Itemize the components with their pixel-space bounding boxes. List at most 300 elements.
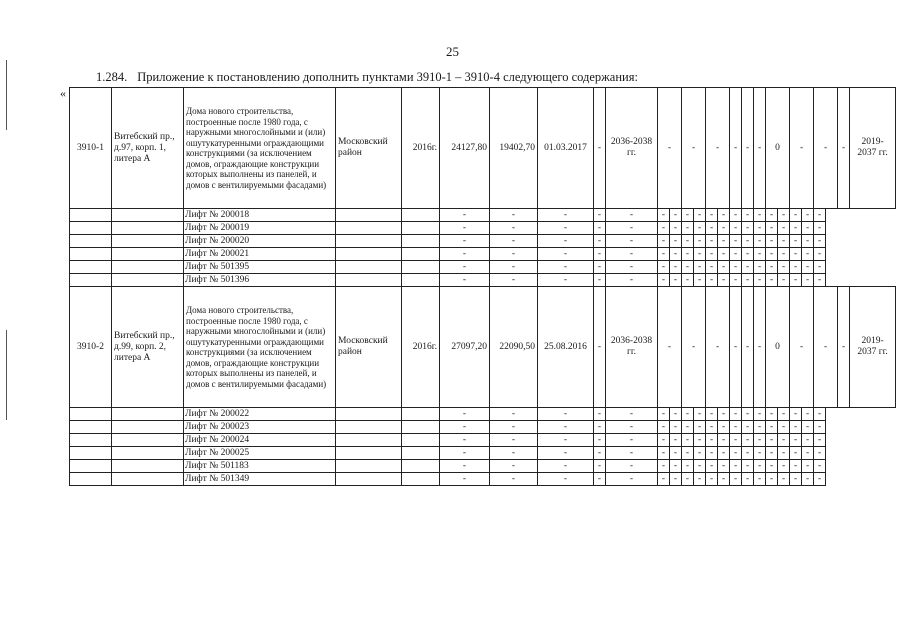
lift-cell: - (790, 261, 802, 274)
lift-cell: - (706, 408, 718, 421)
lift-cell: - (694, 235, 706, 248)
entry-period-2: 2019-2037 гг. (850, 88, 896, 209)
lift-cell: - (778, 408, 790, 421)
lift-cell-empty (112, 274, 184, 287)
lift-cell-empty (402, 408, 440, 421)
lift-cell: - (594, 434, 606, 447)
lift-row (70, 274, 896, 287)
lift-cell: - (694, 460, 706, 473)
lift-cell: - (670, 261, 682, 274)
lift-cell: - (778, 209, 790, 222)
entry-description: Дома нового строительства, построенные после 1980 года, с наружными многослойными и (или) ошутукатуренными ограждающими конструкциями (за исключением домов, ограждающие конструкции которых выполнены из панелей, и домов с вентилируемыми фасадами) (184, 88, 336, 209)
lift-cell: - (754, 473, 766, 486)
lift-cell: - (490, 274, 538, 287)
lift-cell: - (694, 473, 706, 486)
entry-address: Витебский пр., д.97, корп. 1, литера А (112, 88, 184, 209)
lift-cell: - (682, 434, 694, 447)
lift-cell: - (658, 261, 670, 274)
lift-cell: - (490, 209, 538, 222)
lift-row (70, 460, 896, 473)
lift-cell: - (490, 222, 538, 235)
lift-cell: - (658, 408, 670, 421)
lift-cell: - (594, 235, 606, 248)
lift-cell-empty (402, 434, 440, 447)
entry-date: 01.03.2017 (538, 88, 594, 209)
lift-cell: - (730, 209, 742, 222)
lift-cell-empty (402, 473, 440, 486)
lift-cell: - (742, 447, 754, 460)
lift-cell-empty (402, 261, 440, 274)
lift-cell: - (682, 274, 694, 287)
lift-cell: - (670, 473, 682, 486)
entry-description: Дома нового строительства, построенные после 1980 года, с наружными многослойными и (или) ошутукатуренными ограждающими конструкциями (за исключением домов, ограждающие конструкции которых выполнены из панелей, и домов с вентилируемыми фасадами) (184, 287, 336, 408)
lift-cell: - (742, 235, 754, 248)
lift-name: Лифт № 200024 (184, 434, 336, 447)
heading-number: 1.284. (96, 70, 128, 84)
lift-cell-empty (402, 421, 440, 434)
lift-cell: - (802, 274, 814, 287)
lift-cell: - (706, 222, 718, 235)
lift-cell: - (490, 473, 538, 486)
lift-cell: - (814, 248, 826, 261)
lift-cell: - (766, 235, 778, 248)
entry-date: 25.08.2016 (538, 287, 594, 408)
lift-row (70, 473, 896, 486)
lift-cell: - (814, 261, 826, 274)
lift-cell: - (606, 473, 658, 486)
lift-cell: - (790, 274, 802, 287)
entry-mark: - (730, 287, 742, 408)
lift-cell: - (742, 434, 754, 447)
lift-cell: - (538, 421, 594, 434)
lift-cell: - (538, 274, 594, 287)
lift-cell: - (706, 248, 718, 261)
lift-cell: - (766, 274, 778, 287)
lift-cell: - (802, 447, 814, 460)
lift-cell-empty (112, 248, 184, 261)
entry-mark: - (754, 88, 766, 209)
lift-cell: - (658, 421, 670, 434)
lift-cell: - (778, 235, 790, 248)
lift-cell-empty (336, 421, 402, 434)
lift-cell: - (706, 434, 718, 447)
entry-district: Московский район (336, 88, 402, 209)
entry-dash: - (594, 88, 606, 209)
lift-cell: - (670, 248, 682, 261)
lift-cell-empty (112, 408, 184, 421)
entry-year: 2016г. (402, 287, 440, 408)
lift-cell: - (440, 460, 490, 473)
lift-cell: - (670, 421, 682, 434)
lift-cell-empty (402, 209, 440, 222)
lift-cell: - (766, 248, 778, 261)
lift-cell-empty (70, 473, 112, 486)
lift-cell: - (730, 408, 742, 421)
lift-cell: - (440, 274, 490, 287)
lift-cell: - (802, 222, 814, 235)
entry-mark: - (838, 88, 850, 209)
lift-cell-empty (70, 209, 112, 222)
entry-area-living: 22090,50 (490, 287, 538, 408)
lift-name: Лифт № 200019 (184, 222, 336, 235)
lift-cell: - (802, 421, 814, 434)
lift-cell-empty (336, 261, 402, 274)
entry-area-total: 27097,20 (440, 287, 490, 408)
lift-cell: - (742, 421, 754, 434)
lift-cell: - (706, 460, 718, 473)
lift-cell: - (606, 447, 658, 460)
entry-mark: - (682, 287, 706, 408)
lift-cell-empty (112, 261, 184, 274)
lift-cell: - (670, 447, 682, 460)
lift-cell: - (730, 460, 742, 473)
lift-cell-empty (112, 460, 184, 473)
entry-number: 3910-1 (70, 88, 112, 209)
lift-cell: - (790, 421, 802, 434)
lift-cell: - (754, 235, 766, 248)
entry-year: 2016г. (402, 88, 440, 209)
lift-cell: - (670, 274, 682, 287)
lift-name: Лифт № 200021 (184, 248, 336, 261)
lift-cell-empty (70, 222, 112, 235)
lift-cell: - (682, 447, 694, 460)
lift-cell-empty (402, 248, 440, 261)
lift-cell: - (658, 274, 670, 287)
lift-cell: - (658, 460, 670, 473)
lift-cell: - (694, 421, 706, 434)
lift-cell: - (718, 235, 730, 248)
lift-name: Лифт № 501183 (184, 460, 336, 473)
lift-cell: - (670, 222, 682, 235)
lift-cell: - (814, 222, 826, 235)
lift-cell: - (754, 434, 766, 447)
entry-number: 3910-2 (70, 287, 112, 408)
lift-cell: - (694, 434, 706, 447)
lift-cell: - (730, 421, 742, 434)
lift-name: Лифт № 501395 (184, 261, 336, 274)
lift-cell: - (606, 460, 658, 473)
lift-cell-empty (70, 447, 112, 460)
lift-cell-empty (70, 460, 112, 473)
lift-cell: - (706, 209, 718, 222)
lift-cell: - (790, 447, 802, 460)
lift-cell: - (538, 447, 594, 460)
entry-period-2: 2019-2037 гг. (850, 287, 896, 408)
lift-cell: - (538, 248, 594, 261)
lift-cell: - (694, 209, 706, 222)
lift-name: Лифт № 200023 (184, 421, 336, 434)
lift-cell: - (594, 209, 606, 222)
lift-cell-empty (336, 447, 402, 460)
lift-cell: - (730, 235, 742, 248)
lift-cell: - (658, 222, 670, 235)
lift-cell: - (706, 274, 718, 287)
lift-cell-empty (112, 235, 184, 248)
lift-cell: - (658, 447, 670, 460)
lift-cell-empty (70, 408, 112, 421)
entry-address: Витебский пр., д.99, корп. 2, литера А (112, 287, 184, 408)
lift-cell: - (754, 222, 766, 235)
entry-mark: - (706, 88, 730, 209)
page-number: 25 (446, 44, 459, 59)
lift-row (70, 248, 896, 261)
lift-cell: - (802, 473, 814, 486)
lift-cell: - (606, 248, 658, 261)
entry-mark: - (682, 88, 706, 209)
lift-cell: - (802, 261, 814, 274)
lift-cell-empty (70, 421, 112, 434)
lift-cell: - (440, 222, 490, 235)
lift-cell: - (766, 421, 778, 434)
lift-cell: - (440, 447, 490, 460)
lift-cell-empty (336, 248, 402, 261)
lift-cell: - (694, 408, 706, 421)
lift-row (70, 209, 896, 222)
lift-cell: - (718, 274, 730, 287)
lift-cell: - (718, 447, 730, 460)
lift-cell: - (766, 261, 778, 274)
lift-name: Лифт № 501396 (184, 274, 336, 287)
lift-row (70, 447, 896, 460)
lift-cell: - (778, 222, 790, 235)
lift-cell: - (606, 434, 658, 447)
entry-mark: - (658, 287, 682, 408)
lift-cell: - (694, 248, 706, 261)
lift-cell: - (538, 235, 594, 248)
lift-cell-empty (112, 209, 184, 222)
lift-cell: - (730, 447, 742, 460)
lift-cell: - (670, 209, 682, 222)
entry-mark: 0 (766, 287, 790, 408)
lift-cell-empty (336, 408, 402, 421)
lift-cell-empty (402, 460, 440, 473)
lift-cell: - (754, 209, 766, 222)
lift-cell: - (790, 460, 802, 473)
lift-cell: - (814, 460, 826, 473)
lift-row (70, 222, 896, 235)
lift-cell: - (766, 222, 778, 235)
lift-cell: - (742, 248, 754, 261)
lift-row (70, 421, 896, 434)
lift-cell-empty (402, 274, 440, 287)
lift-cell-empty (112, 421, 184, 434)
lift-cell: - (594, 248, 606, 261)
lift-cell: - (670, 434, 682, 447)
entry-mark: - (730, 88, 742, 209)
lift-cell: - (490, 248, 538, 261)
lift-cell-empty (70, 434, 112, 447)
section-heading (96, 70, 638, 85)
lift-cell: - (682, 248, 694, 261)
lift-name: Лифт № 200022 (184, 408, 336, 421)
lift-cell: - (594, 408, 606, 421)
lift-cell: - (742, 408, 754, 421)
lift-cell-empty (70, 235, 112, 248)
lift-cell: - (658, 209, 670, 222)
lift-cell: - (778, 248, 790, 261)
lift-cell-empty (336, 460, 402, 473)
lift-cell: - (730, 434, 742, 447)
lift-cell-empty (336, 434, 402, 447)
lift-cell: - (814, 209, 826, 222)
lift-cell: - (682, 209, 694, 222)
lift-cell: - (538, 209, 594, 222)
lift-cell: - (490, 408, 538, 421)
lift-cell-empty (402, 235, 440, 248)
lift-cell: - (606, 274, 658, 287)
lift-cell: - (718, 421, 730, 434)
lift-cell: - (778, 274, 790, 287)
lift-cell: - (754, 447, 766, 460)
entry-row (70, 287, 896, 408)
lift-cell: - (682, 261, 694, 274)
lift-cell: - (742, 460, 754, 473)
lift-cell: - (802, 434, 814, 447)
lift-cell-empty (112, 447, 184, 460)
lift-cell: - (594, 421, 606, 434)
lift-cell: - (682, 421, 694, 434)
lift-cell: - (706, 421, 718, 434)
lift-cell: - (778, 434, 790, 447)
lift-cell: - (594, 222, 606, 235)
lift-cell-empty (336, 209, 402, 222)
lift-cell: - (778, 473, 790, 486)
lift-cell: - (718, 222, 730, 235)
lift-cell: - (730, 473, 742, 486)
register-table (69, 87, 896, 486)
lift-cell: - (658, 434, 670, 447)
lift-cell: - (682, 222, 694, 235)
lift-cell: - (440, 473, 490, 486)
lift-cell: - (440, 261, 490, 274)
lift-cell: - (718, 408, 730, 421)
entry-mark: 0 (766, 88, 790, 209)
lift-cell: - (490, 235, 538, 248)
lift-cell: - (814, 473, 826, 486)
entry-row (70, 88, 896, 209)
lift-cell: - (682, 235, 694, 248)
binder-mark-top (6, 60, 7, 130)
lift-cell: - (814, 447, 826, 460)
lift-cell: - (594, 274, 606, 287)
lift-cell: - (670, 460, 682, 473)
lift-cell: - (766, 434, 778, 447)
lift-cell: - (440, 421, 490, 434)
lift-cell: - (670, 408, 682, 421)
entry-mark: - (706, 287, 730, 408)
entry-area-total: 24127,80 (440, 88, 490, 209)
lift-cell: - (790, 408, 802, 421)
lift-name: Лифт № 200018 (184, 209, 336, 222)
lift-cell: - (790, 434, 802, 447)
lift-cell: - (706, 473, 718, 486)
lift-cell: - (754, 460, 766, 473)
lift-cell: - (754, 261, 766, 274)
lift-cell: - (790, 235, 802, 248)
entry-mark: - (658, 88, 682, 209)
entry-mark: - (790, 88, 814, 209)
lift-cell: - (814, 408, 826, 421)
lift-cell: - (766, 473, 778, 486)
lift-cell: - (814, 235, 826, 248)
lift-cell: - (802, 460, 814, 473)
lift-cell: - (754, 421, 766, 434)
entry-mark: - (838, 287, 850, 408)
lift-cell: - (718, 261, 730, 274)
lift-cell: - (538, 473, 594, 486)
lift-cell: - (440, 434, 490, 447)
entry-mark: - (754, 287, 766, 408)
lift-cell: - (706, 235, 718, 248)
lift-cell: - (594, 460, 606, 473)
lift-cell: - (718, 434, 730, 447)
lift-cell: - (706, 261, 718, 274)
lift-cell: - (730, 261, 742, 274)
lift-row (70, 261, 896, 274)
opening-quote: « (60, 86, 66, 100)
entry-mark: - (742, 88, 754, 209)
lift-name: Лифт № 200025 (184, 447, 336, 460)
lift-cell: - (658, 473, 670, 486)
lift-cell: - (594, 261, 606, 274)
lift-cell: - (742, 222, 754, 235)
lift-cell: - (790, 473, 802, 486)
lift-cell: - (742, 209, 754, 222)
binder-mark-bottom (6, 330, 7, 420)
lift-cell: - (682, 473, 694, 486)
lift-cell: - (670, 235, 682, 248)
lift-cell: - (766, 460, 778, 473)
lift-cell: - (440, 248, 490, 261)
lift-cell-empty (402, 447, 440, 460)
entry-period-1: 2036-2038 гг. (606, 287, 658, 408)
lift-row (70, 235, 896, 248)
lift-cell: - (814, 421, 826, 434)
lift-cell: - (606, 235, 658, 248)
lift-cell: - (694, 261, 706, 274)
lift-cell: - (606, 421, 658, 434)
lift-cell: - (802, 209, 814, 222)
lift-cell: - (694, 447, 706, 460)
lift-cell: - (742, 274, 754, 287)
lift-cell: - (682, 408, 694, 421)
lift-cell: - (718, 473, 730, 486)
lift-cell: - (778, 460, 790, 473)
lift-cell: - (766, 209, 778, 222)
lift-cell: - (606, 408, 658, 421)
lift-cell-empty (336, 274, 402, 287)
lift-cell: - (718, 209, 730, 222)
lift-cell: - (694, 222, 706, 235)
lift-cell: - (606, 261, 658, 274)
lift-cell: - (538, 261, 594, 274)
lift-cell: - (694, 274, 706, 287)
lift-cell-empty (112, 434, 184, 447)
lift-cell: - (778, 261, 790, 274)
lift-cell-empty (336, 222, 402, 235)
lift-cell: - (490, 261, 538, 274)
lift-cell: - (790, 248, 802, 261)
entry-area-living: 19402,70 (490, 88, 538, 209)
lift-cell: - (790, 209, 802, 222)
lift-cell: - (490, 421, 538, 434)
lift-cell: - (538, 460, 594, 473)
lift-cell: - (606, 222, 658, 235)
lift-cell: - (440, 408, 490, 421)
lift-cell: - (730, 222, 742, 235)
lift-cell: - (440, 209, 490, 222)
lift-cell: - (490, 447, 538, 460)
